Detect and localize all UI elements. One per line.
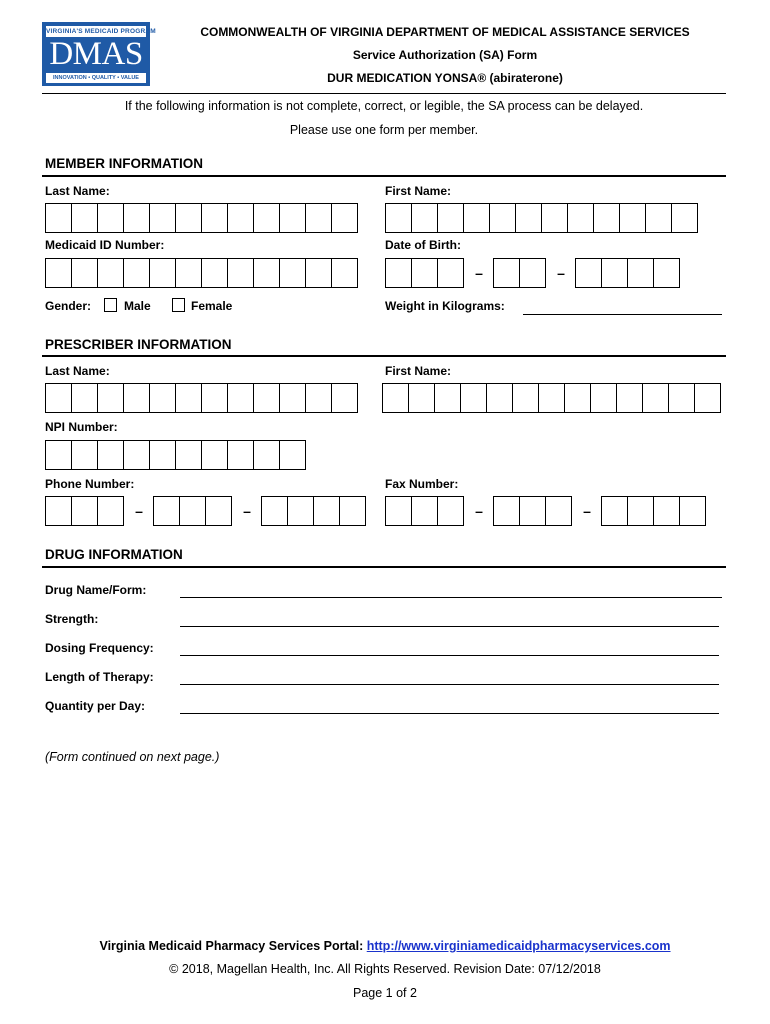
member-last-name-boxes[interactable] xyxy=(45,203,358,233)
fax-dash: – xyxy=(475,503,483,519)
prescriber-section-title: PRESCRIBER INFORMATION xyxy=(45,337,232,352)
fax-field[interactable] xyxy=(385,496,706,526)
male-label: Male xyxy=(124,299,151,313)
dob-dash: – xyxy=(475,265,483,281)
medicaid-id-boxes[interactable] xyxy=(45,258,358,288)
intro-line2: Please use one form per member. xyxy=(289,123,479,137)
member-last-name-label: Last Name: xyxy=(45,184,110,198)
length-label: Length of Therapy: xyxy=(45,670,154,684)
member-first-name-label: First Name: xyxy=(385,184,452,198)
portal-label: Virginia Medicaid Pharmacy Services Portal: xyxy=(99,939,364,953)
page-number: Page 1 of 2 xyxy=(353,986,417,1000)
logo-bottom-text: INNOVATION • QUALITY • VALUE xyxy=(46,73,146,83)
member-first-name-boxes[interactable] xyxy=(385,203,698,233)
phone-dash: – xyxy=(135,503,143,519)
prescriber-divider xyxy=(42,355,726,357)
continued-note: (Form continued on next page.) xyxy=(45,750,220,764)
prescriber-first-name-boxes[interactable] xyxy=(382,383,721,413)
header-divider xyxy=(42,93,726,94)
medicaid-id-label: Medicaid ID Number: xyxy=(45,238,165,252)
npi-label: NPI Number: xyxy=(45,420,118,434)
drug-section-title: DRUG INFORMATION xyxy=(45,547,183,562)
logo-top-text: VIRGINIA'S MEDICAID PROGRAM xyxy=(46,28,156,35)
drug-name-input-line[interactable] xyxy=(180,596,722,598)
weight-input-line[interactable] xyxy=(523,313,722,315)
member-divider xyxy=(42,175,726,177)
phone-label: Phone Number: xyxy=(45,477,135,491)
member-section-title: MEMBER INFORMATION xyxy=(45,156,203,171)
strength-input-line[interactable] xyxy=(180,625,719,627)
dob-dash: – xyxy=(557,265,565,281)
quantity-input-line[interactable] xyxy=(180,712,719,714)
drug-divider xyxy=(42,566,726,568)
weight-label: Weight in Kilograms: xyxy=(385,299,505,313)
drug-name-label: Drug Name/Form: xyxy=(45,583,147,597)
male-checkbox[interactable] xyxy=(104,298,117,312)
length-input-line[interactable] xyxy=(180,683,719,685)
header-line3: DUR MEDICATION YONSA® (abiraterone) xyxy=(327,71,563,85)
female-checkbox[interactable] xyxy=(172,298,185,312)
strength-label: Strength: xyxy=(45,612,99,626)
dosing-input-line[interactable] xyxy=(180,654,719,656)
phone-field[interactable] xyxy=(45,496,366,526)
quantity-label: Quantity per Day: xyxy=(45,699,146,713)
phone-dash: – xyxy=(243,503,251,519)
npi-boxes[interactable] xyxy=(45,440,306,470)
portal-line xyxy=(0,939,770,953)
female-label: Female xyxy=(191,299,233,313)
prescriber-last-name-label: Last Name: xyxy=(45,364,110,378)
prescriber-last-name-boxes[interactable] xyxy=(45,383,358,413)
gender-label: Gender: xyxy=(45,299,92,313)
prescriber-first-name-label: First Name: xyxy=(385,364,452,378)
fax-dash: – xyxy=(583,503,591,519)
fax-label: Fax Number: xyxy=(385,477,459,491)
logo-main-text: DMAS xyxy=(49,36,143,72)
header-line2: Service Authorization (SA) Form xyxy=(352,48,538,62)
intro-line1: If the following information is not complete, correct, or legible, the SA process can be delayed. xyxy=(124,99,644,113)
dob-label: Date of Birth: xyxy=(385,238,461,252)
dosing-label: Dosing Frequency: xyxy=(45,641,154,655)
portal-link[interactable]: http://www.virginiamedicaidpharmacyservices.com xyxy=(366,939,671,953)
copyright-line: © 2018, Magellan Health, Inc. All Rights Reserved. Revision Date: 07/12/2018 xyxy=(169,962,601,976)
header-line1: COMMONWEALTH OF VIRGINIA DEPARTMENT OF MEDICAL ASSISTANCE SERVICES xyxy=(200,25,690,39)
dmas-logo xyxy=(42,22,156,86)
dob-field[interactable] xyxy=(385,258,680,288)
